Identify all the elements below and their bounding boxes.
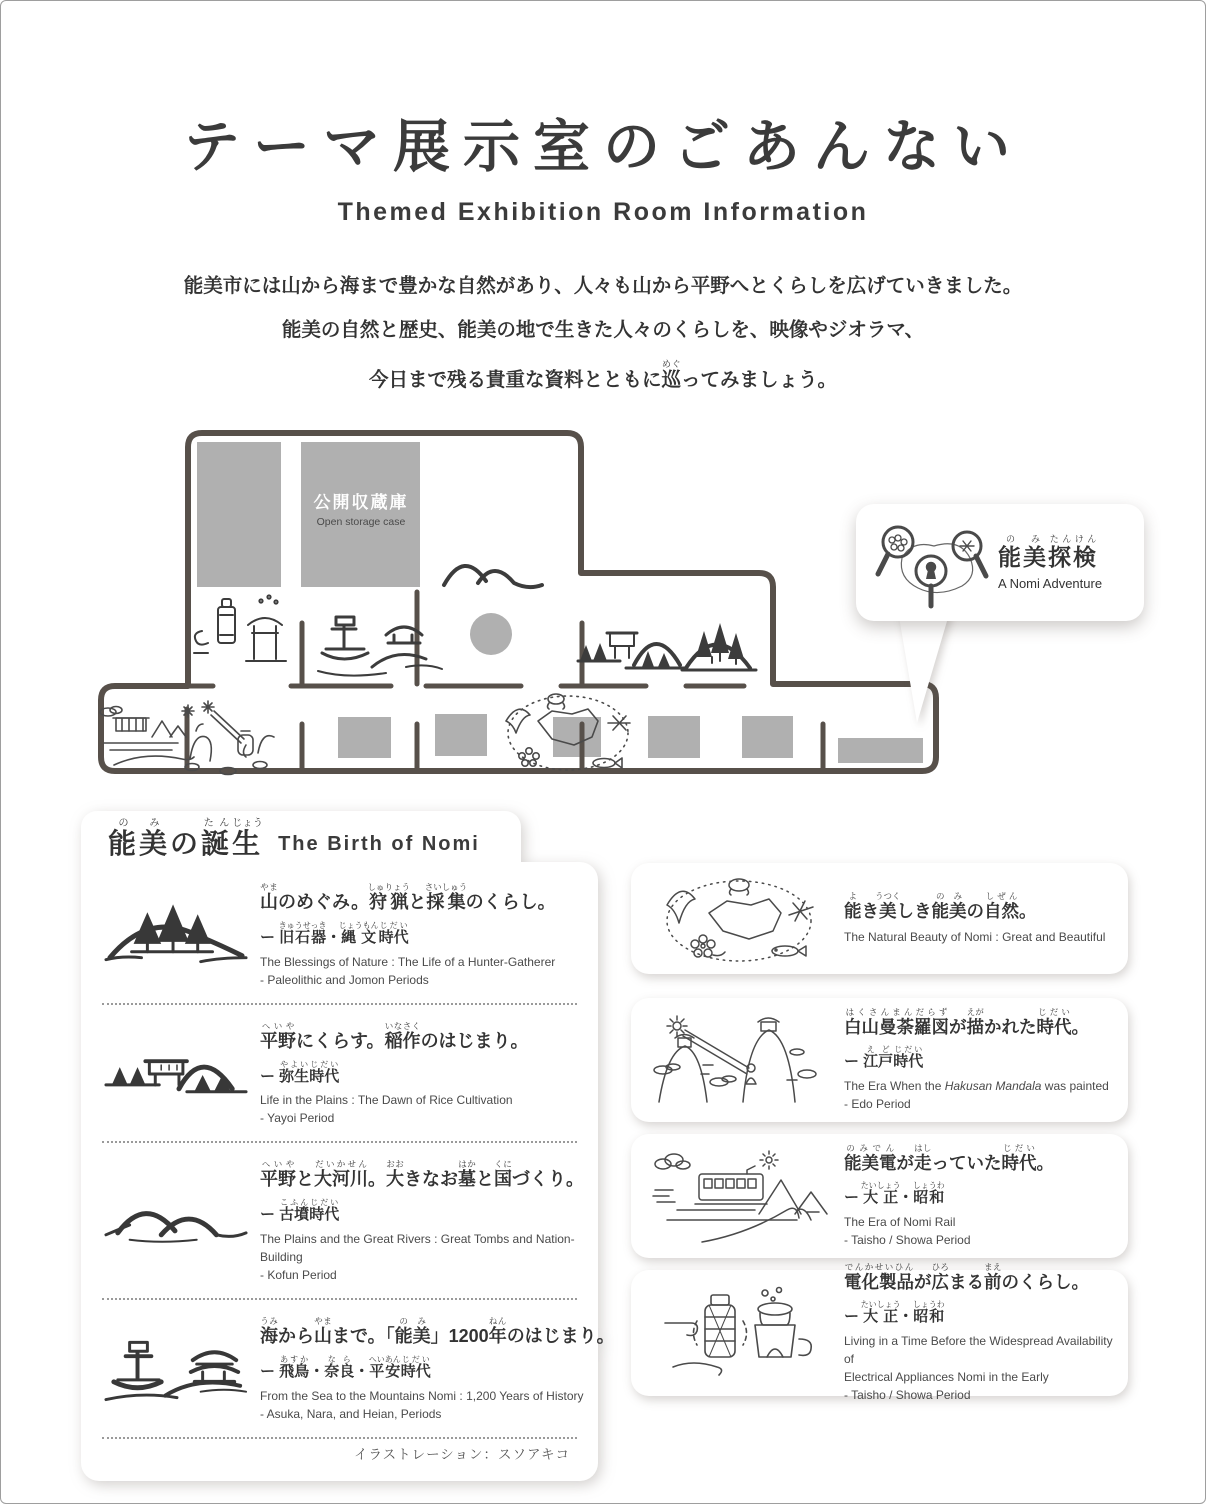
item-period: ー 古墳こふん時代じだい — [260, 1198, 340, 1224]
silk-cocoon-icon — [185, 701, 274, 775]
list-item-rice-cultivation — [102, 1005, 577, 1144]
card-text — [844, 891, 1114, 945]
card-text — [844, 1262, 1114, 1404]
list-item-1200-years — [102, 1300, 615, 1439]
item-english: From the Sea to the Mountains Nomi : 1,200 Years of History - Asuka, Nara, and Heian, Periods — [260, 1388, 584, 1421]
nomi-rail-icon — [639, 1146, 844, 1246]
intro-paragraph — [1, 271, 1205, 409]
card-period: ー 江戸えど時代じだい — [844, 1045, 924, 1071]
floor-plan — [86, 421, 966, 781]
item-text — [250, 1159, 584, 1284]
birth-section-title-en: The Birth of Nomi — [278, 833, 480, 855]
birth-section-card — [81, 862, 615, 1481]
item-text — [250, 1316, 615, 1423]
intro-line-2: 能美の自然と歴史、能美の地で生きた人々のくらしを、映像やジオラマ、 — [281, 319, 925, 341]
card-english: The Era of Nomi Rail - Taisho / Showa Period — [844, 1215, 971, 1248]
callout-tail — [890, 611, 956, 725]
item-title: 平野へいやと大河川だいかせん。大おおきなお墓はかと国くにづくり。 — [260, 1159, 584, 1190]
page-title: テーマ展示室のごあんない — [183, 115, 1023, 179]
nomi-adventure-area — [838, 738, 923, 763]
list-item-hunter-gatherer — [102, 866, 577, 1005]
illustration-credit: イラストレーション：スソアキコ — [353, 1446, 570, 1462]
item-title: 海うみから山やままで。「能美のみ」1200年ねんのはじまり。 — [260, 1315, 615, 1346]
callout-title: 能の美み探たん検けん — [998, 534, 1098, 571]
item-period: ー 飛鳥あすか・奈良なら・平安へいあん時代じだい — [260, 1354, 431, 1380]
hakusan-mandala-icon — [639, 1010, 844, 1110]
nomi-adventure-callout — [856, 504, 1144, 621]
callout-subtitle-en: A Nomi Adventure — [998, 575, 1103, 591]
birth-section-header — [81, 811, 521, 863]
village-in-plains-icon — [102, 1035, 250, 1113]
mountains-icon — [444, 566, 542, 587]
card-title: 電化製品でんかせいひんが広ひろまる前まえのくらし。 — [844, 1261, 1089, 1292]
village-hill-icon — [578, 633, 686, 668]
card-english: Living in a Time Before the Widespread Availability of Electrical Appliances Nomi in the Early - Taisho / Showa Period — [844, 1334, 1113, 1403]
callout-text — [998, 534, 1102, 590]
open-storage-case-label-ja: 公開収蔵庫 — [313, 493, 409, 512]
birth-of-nomi-section — [81, 811, 615, 1481]
list-item-kofun — [102, 1143, 584, 1300]
magnifying-glasses-over-map-icon — [868, 516, 994, 610]
item-title: 山やまのめぐみ。狩猟しゅりょうと採集さいしゅうのくらし。 — [260, 882, 556, 912]
item-text — [250, 1021, 529, 1128]
item-english: The Blessings of Nature : The Life of a Hunter-Gatherer - Paleolithic and Jomon Periods — [260, 954, 556, 987]
italic-title: Hakusan Mandala — [944, 1079, 1042, 1094]
exhibit-case-map-patch — [553, 717, 601, 757]
boat-and-temple-room-icon — [318, 617, 442, 676]
river-village-icon — [100, 705, 194, 765]
card-text — [844, 1007, 1114, 1113]
round-exhibit-spot — [470, 613, 512, 655]
intro-line-1: 能美市には山から海まで豊かな自然があり、人々も山から平野へとくらしを広げていきました。 — [183, 275, 1023, 297]
open-storage-case-label — [300, 488, 422, 531]
nomi-nature-map-icon — [639, 869, 844, 969]
card-period: ー 大正たいしょう・昭和しょうわ — [844, 1181, 945, 1207]
exhibit-case-2 — [435, 714, 487, 756]
boat-and-temple-icon — [102, 1330, 250, 1408]
card-title: 能美電のみでんが走はしっていた時代じだい。 — [844, 1142, 1054, 1173]
birth-section-title: 能の美みの誕たん生じょう — [108, 817, 264, 859]
item-period: ー 旧石器きゅうせっき・縄文じょうもん時代じだい — [260, 920, 409, 946]
card-title: 白山曼荼羅図はくさんまんだらずが描えがかれた時代じだい。 — [844, 1006, 1089, 1037]
open-storage-case-label-en: Open storage case — [316, 516, 406, 528]
page-subtitle-en: Themed Exhibition Room Information — [337, 198, 869, 226]
exhibit-case-1 — [338, 717, 391, 758]
mountain-with-trees-icon — [102, 896, 250, 974]
exhibit-case-4 — [742, 716, 793, 758]
item-english: Life in the Plains : The Dawn of Rice Cultivation - Yayoi Period — [260, 1093, 513, 1126]
intro-line-3: 今日まで残る貴重な資料とともに巡めぐってみましょう。 — [368, 359, 838, 391]
sake-bottle-and-gate-icon — [194, 595, 286, 661]
card-english: The Era When the Hakusan Mandala was painted - Edo Period — [844, 1079, 1109, 1112]
item-text — [250, 882, 556, 989]
storage-area-left — [197, 442, 281, 587]
card-period: ー 大正たいしょう・昭和しょうわ — [844, 1300, 945, 1326]
two-hills-icon — [102, 1183, 250, 1261]
forest-hill-icon — [682, 623, 756, 670]
pre-electric-life-icon — [639, 1283, 844, 1383]
card-nomi-rail — [631, 1134, 1128, 1258]
item-english: The Plains and the Great Rivers : Great Tombs and Nation-Building - Kofun Period — [260, 1231, 575, 1282]
exhibit-case-3 — [648, 716, 700, 758]
card-hakusan-mandala — [631, 998, 1128, 1122]
item-period: ー 弥生やよい時代じだい — [260, 1059, 340, 1085]
card-pre-electric-life — [631, 1261, 1128, 1403]
card-text — [844, 1143, 1114, 1249]
card-nomi-nature — [631, 863, 1128, 974]
card-english: The Natural Beauty of Nomi : Great and Beautiful — [844, 929, 1106, 944]
item-title: 平野へいやにくらす。稲作いなさくのはじまり。 — [260, 1020, 529, 1051]
card-title: 能よき美うつくしき能美のみの自然しぜん。 — [844, 891, 1037, 922]
